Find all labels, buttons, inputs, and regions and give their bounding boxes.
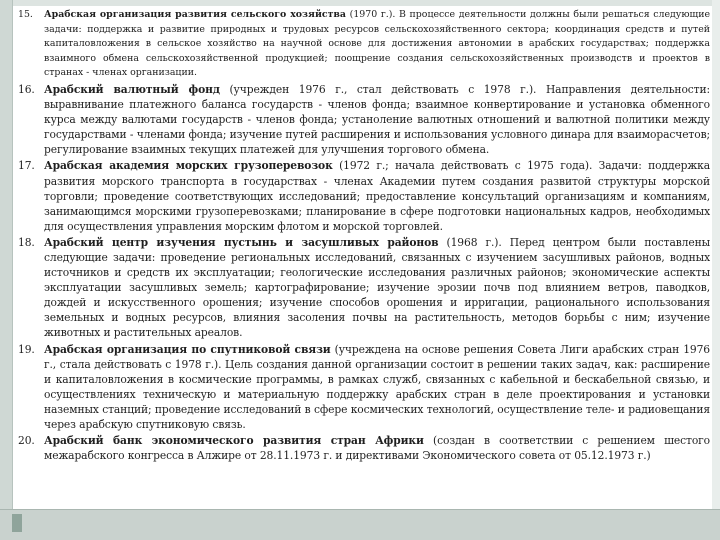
footer-accent-block: [12, 514, 22, 532]
item-text: (создан в соответствии с решением шестого межарабского конгресса в Алжире от 28.11.1973 г. и директивами Экономического совета от 05.12.1973 г.): [44, 434, 710, 463]
item-number: 18.: [18, 235, 35, 249]
item-title: Арабский центр изучения пустынь и засушливых районов: [44, 235, 439, 249]
item-title: Арабская академия морских грузоперевозок: [44, 159, 333, 173]
list-item-17: [18, 158, 710, 233]
item-text: (1968 г.). Перед центром были поставлены следующие задачи: проведение региональных исследований, связанных с изучением засушливых районов, водных источников и средств их эксплуатации; геологические исследования различных районов; экономические аспекты эксплуатации засушливых земель; картографирование; изучение эрозии почв под влиянием ветров, паводков, дождей и искусственного орошения; изучение способов орошения и ирригации, рационального использования земельных и водных ресурсов, влияния засоления почвы на растительность, методов борьбы с ним; изучение животных и растительных ареалов.: [44, 235, 710, 340]
item-title: Арабская организация по спутниковой связи: [44, 342, 331, 356]
list-item-16: [18, 82, 710, 157]
slide-frame-left: [0, 0, 13, 540]
item-number: 17.: [18, 159, 35, 173]
list-item-20: [18, 433, 710, 463]
item-text: (1970 г.). В процессе деятельности должны были решаться следующие задачи: поддержка и развитие природных и трудовых ресурсов сельскохозяйственного сектора; координация средств и путей капиталовложения в сельское хозяйство на научной основе для достижения автономии в арабских государствах; поддержка взаимного обмена сельскохозяйственной продукцией; поощрение создания сельскохозяйственных производств и проектов в странах - членах организации.: [44, 9, 710, 79]
list-item-19: [18, 342, 710, 433]
item-title: Арабская организация развития сельского хозяйства: [44, 9, 347, 20]
list-item-15: [18, 8, 710, 81]
item-text: (учрежден 1976 г., стал действовать с 1978 г.). Направления деятельности: выравнивание платежного баланса государств - членов фонда; взаимное конвертирование и установка обменного курса между валютами государств - членов фонда; устаноление валютных отношений и валютной политики между государствами - членами фонда; изучение путей расширения и использования условного динара для взаиморасчетов; регулирование взаимных текущих платежей для улучшения торгового обмена.: [44, 82, 710, 157]
item-text: (учреждена на основе решения Совета Лиги арабских стран 1976 г., стала действовать с 1978 г.). Цель создания данной организации состоит в решении таких задач, как: расширение и капиталовложения в космические программы, в рамках служб, связанных с кабельной и бескабельной связью, и осуществлениях техническую и материальную поддержку арабских стран в деле проектирования и установки наземных станций; проведение исследований в сфере космических технологий, осуществление теле- и радиовещания через арабскую спутниковую связь.: [44, 342, 710, 432]
list-item-18: [18, 235, 710, 341]
slide-footer-bar: [0, 509, 720, 540]
slide-frame-right: [712, 0, 720, 540]
item-title: Арабский банк экономического развития стран Африки: [44, 434, 424, 448]
item-number: 16.: [18, 82, 35, 96]
document-body: [18, 8, 710, 464]
item-number: 20.: [18, 434, 35, 448]
item-number: 19.: [18, 342, 35, 356]
item-title: Арабский валютный фонд: [44, 82, 220, 96]
item-number: 15.: [18, 9, 33, 20]
slide-frame-top: [0, 0, 720, 6]
item-text: (1972 г.; начала действовать с 1975 года). Задачи: поддержка развития морского транспорта в государствах - членах Академии путем создания развитой структуры морской торговли; проведение соответствующих исследований; предоставление консультаций организациям и компаниям, занимающимся морскими грузоперевозками; планирование в сфере подготовки национальных кадров, необходимых для осуществления управления морским флотом и морской торговлей.: [44, 159, 710, 233]
